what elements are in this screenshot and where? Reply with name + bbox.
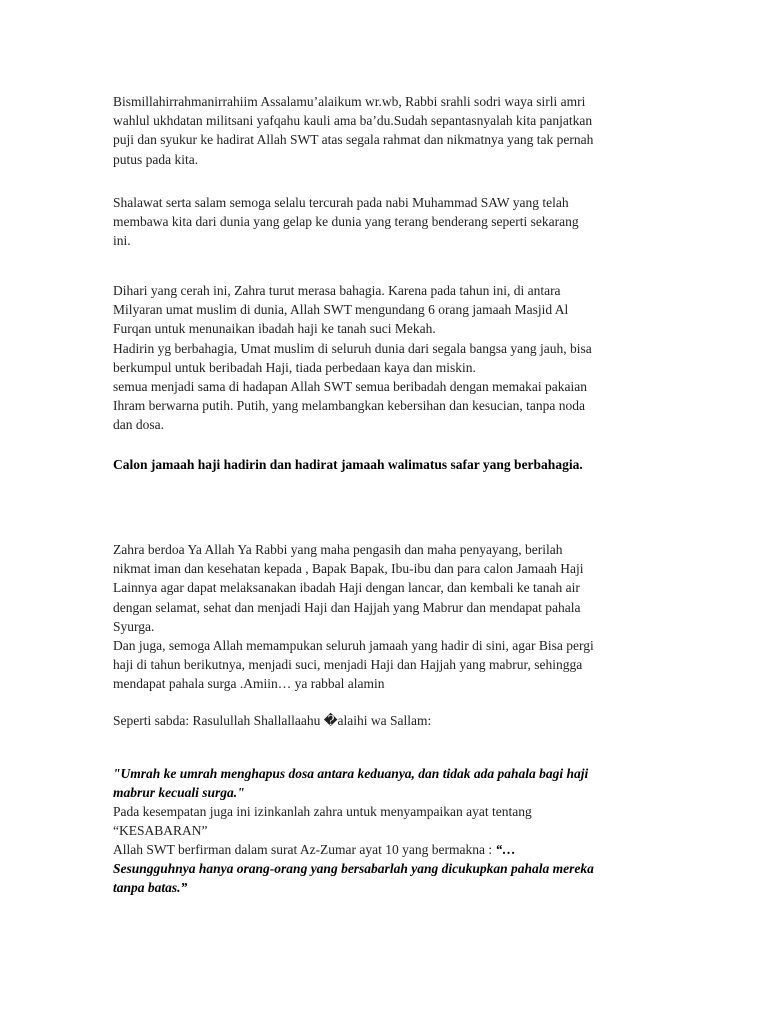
text-line: “KESABARAN” [113,823,208,839]
surah-reference-text: Allah SWT berfirman dalam surat Az-Zumar ayat 10 yang bermakna : [113,842,496,857]
text-line: Syurga. [113,618,155,634]
quote-line: mabrur kecuali surga." [113,785,245,801]
text-line [113,840,653,859]
text-line: haji di tahun berikutnya, menjadi suci, menjadi Haji dan Hajjah yang mabrur, sehingga [113,657,583,673]
text-line: puji dan syukur ke hadirat Allah SWT atas segala rahmat dan nikmatnya yang tak pernah [113,132,594,148]
text-line: dan dosa. [113,417,164,433]
prayer-paragraph [113,540,653,694]
text-line: Ihram berwarna putih. Putih, yang melambangkan kebersihan dan kesucian, tanpa noda [113,398,585,414]
greeting-heading [113,455,653,474]
hadith-quote [113,764,653,802]
text-line: wahlul ukhdatan militsani yafqahu kauli ama ba’du.Sudah sepantasnyalah kita panjatkan [113,113,593,129]
text-line: Hadirin yg berbahagia, Umat muslim di seluruh dunia dari segala bangsa yang jauh, bisa [113,340,592,356]
text-line: Seperti sabda: Rasulullah Shallallaahu �alaihi wa Sallam: [113,713,432,728]
shalawat-paragraph [113,193,653,251]
text-line: dengan selamat, sehat dan menjadi Haji dan Hajjah yang Mabrur dan mendapat pahala [113,599,581,615]
text-line: Furqan untuk menunaikan ibadah haji ke tanah suci Mekah. [113,321,436,337]
opening-paragraph [113,92,653,169]
text-line: mendapat pahala surga .Amiin… ya rabbal alamin [113,676,385,692]
quote-line: "Umrah ke umrah menghapus dosa antara keduanya, dan tidak ada pahala bagi haji [113,766,589,781]
text-line: semua menjadi sama di hadapan Allah SWT semua beribadah dengan memakai pakaian [113,379,587,395]
surah-quote [113,859,653,897]
quote-line: Sesungguhnya hanya orang-orang yang bersabarlah yang dicukupkan pahala mereka [113,861,594,876]
text-line: ini. [113,233,131,249]
hadith-intro [113,711,653,730]
text-line: berkumpul untuk beribadah Haji, tiada perbedaan kaya dan miskin. [113,359,476,375]
hajj-paragraph [113,281,653,435]
text-line: putus pada kita. [113,151,199,167]
text-line: Dihari yang cerah ini, Zahra turut merasa bahagia. Karena pada tahun ini, di antara [113,283,561,298]
text-line: Bismillahirrahmanirrahiim Assalamu’alaikum wr.wb, Rabbi srahli sodri waya sirli amri [113,94,586,109]
surah-reference [113,840,653,859]
text-line: Dan juga, semoga Allah memampukan seluruh jamaah yang hadir di sini, agar Bisa pergi [113,638,594,654]
text-line: Pada kesempatan juga ini izinkanlah zahra untuk menyampaikan ayat tentang [113,804,532,819]
quote-open-mark: “… [495,842,516,857]
heading-text: Calon jamaah haji hadirin dan hadirat jamaah walimatus safar yang berbahagia. [113,457,583,472]
text-line: Lainnya agar dapat melaksanakan ibadah Haji dengan lancar, dan kembali ke tanah air [113,580,580,596]
text-line: Milyaran umat muslim di dunia, Allah SWT mengundang 6 orang jamaah Masjid Al [113,302,569,318]
quote-line: tanpa batas.” [113,880,188,896]
text-line: nikmat iman dan kesehatan kepada , Bapak Bapak, Ibu-ibu dan para calon Jamaah Haji [113,561,584,577]
text-line: membawa kita dari dunia yang gelap ke dunia yang terang benderang seperti sekarang [113,214,579,230]
text-line: Shalawat serta salam semoga selalu tercurah pada nabi Muhammad SAW yang telah [113,195,569,210]
kesabaran-intro [113,802,653,840]
text-line: Zahra berdoa Ya Allah Ya Rabbi yang maha pengasih dan maha penyayang, berilah [113,542,563,557]
